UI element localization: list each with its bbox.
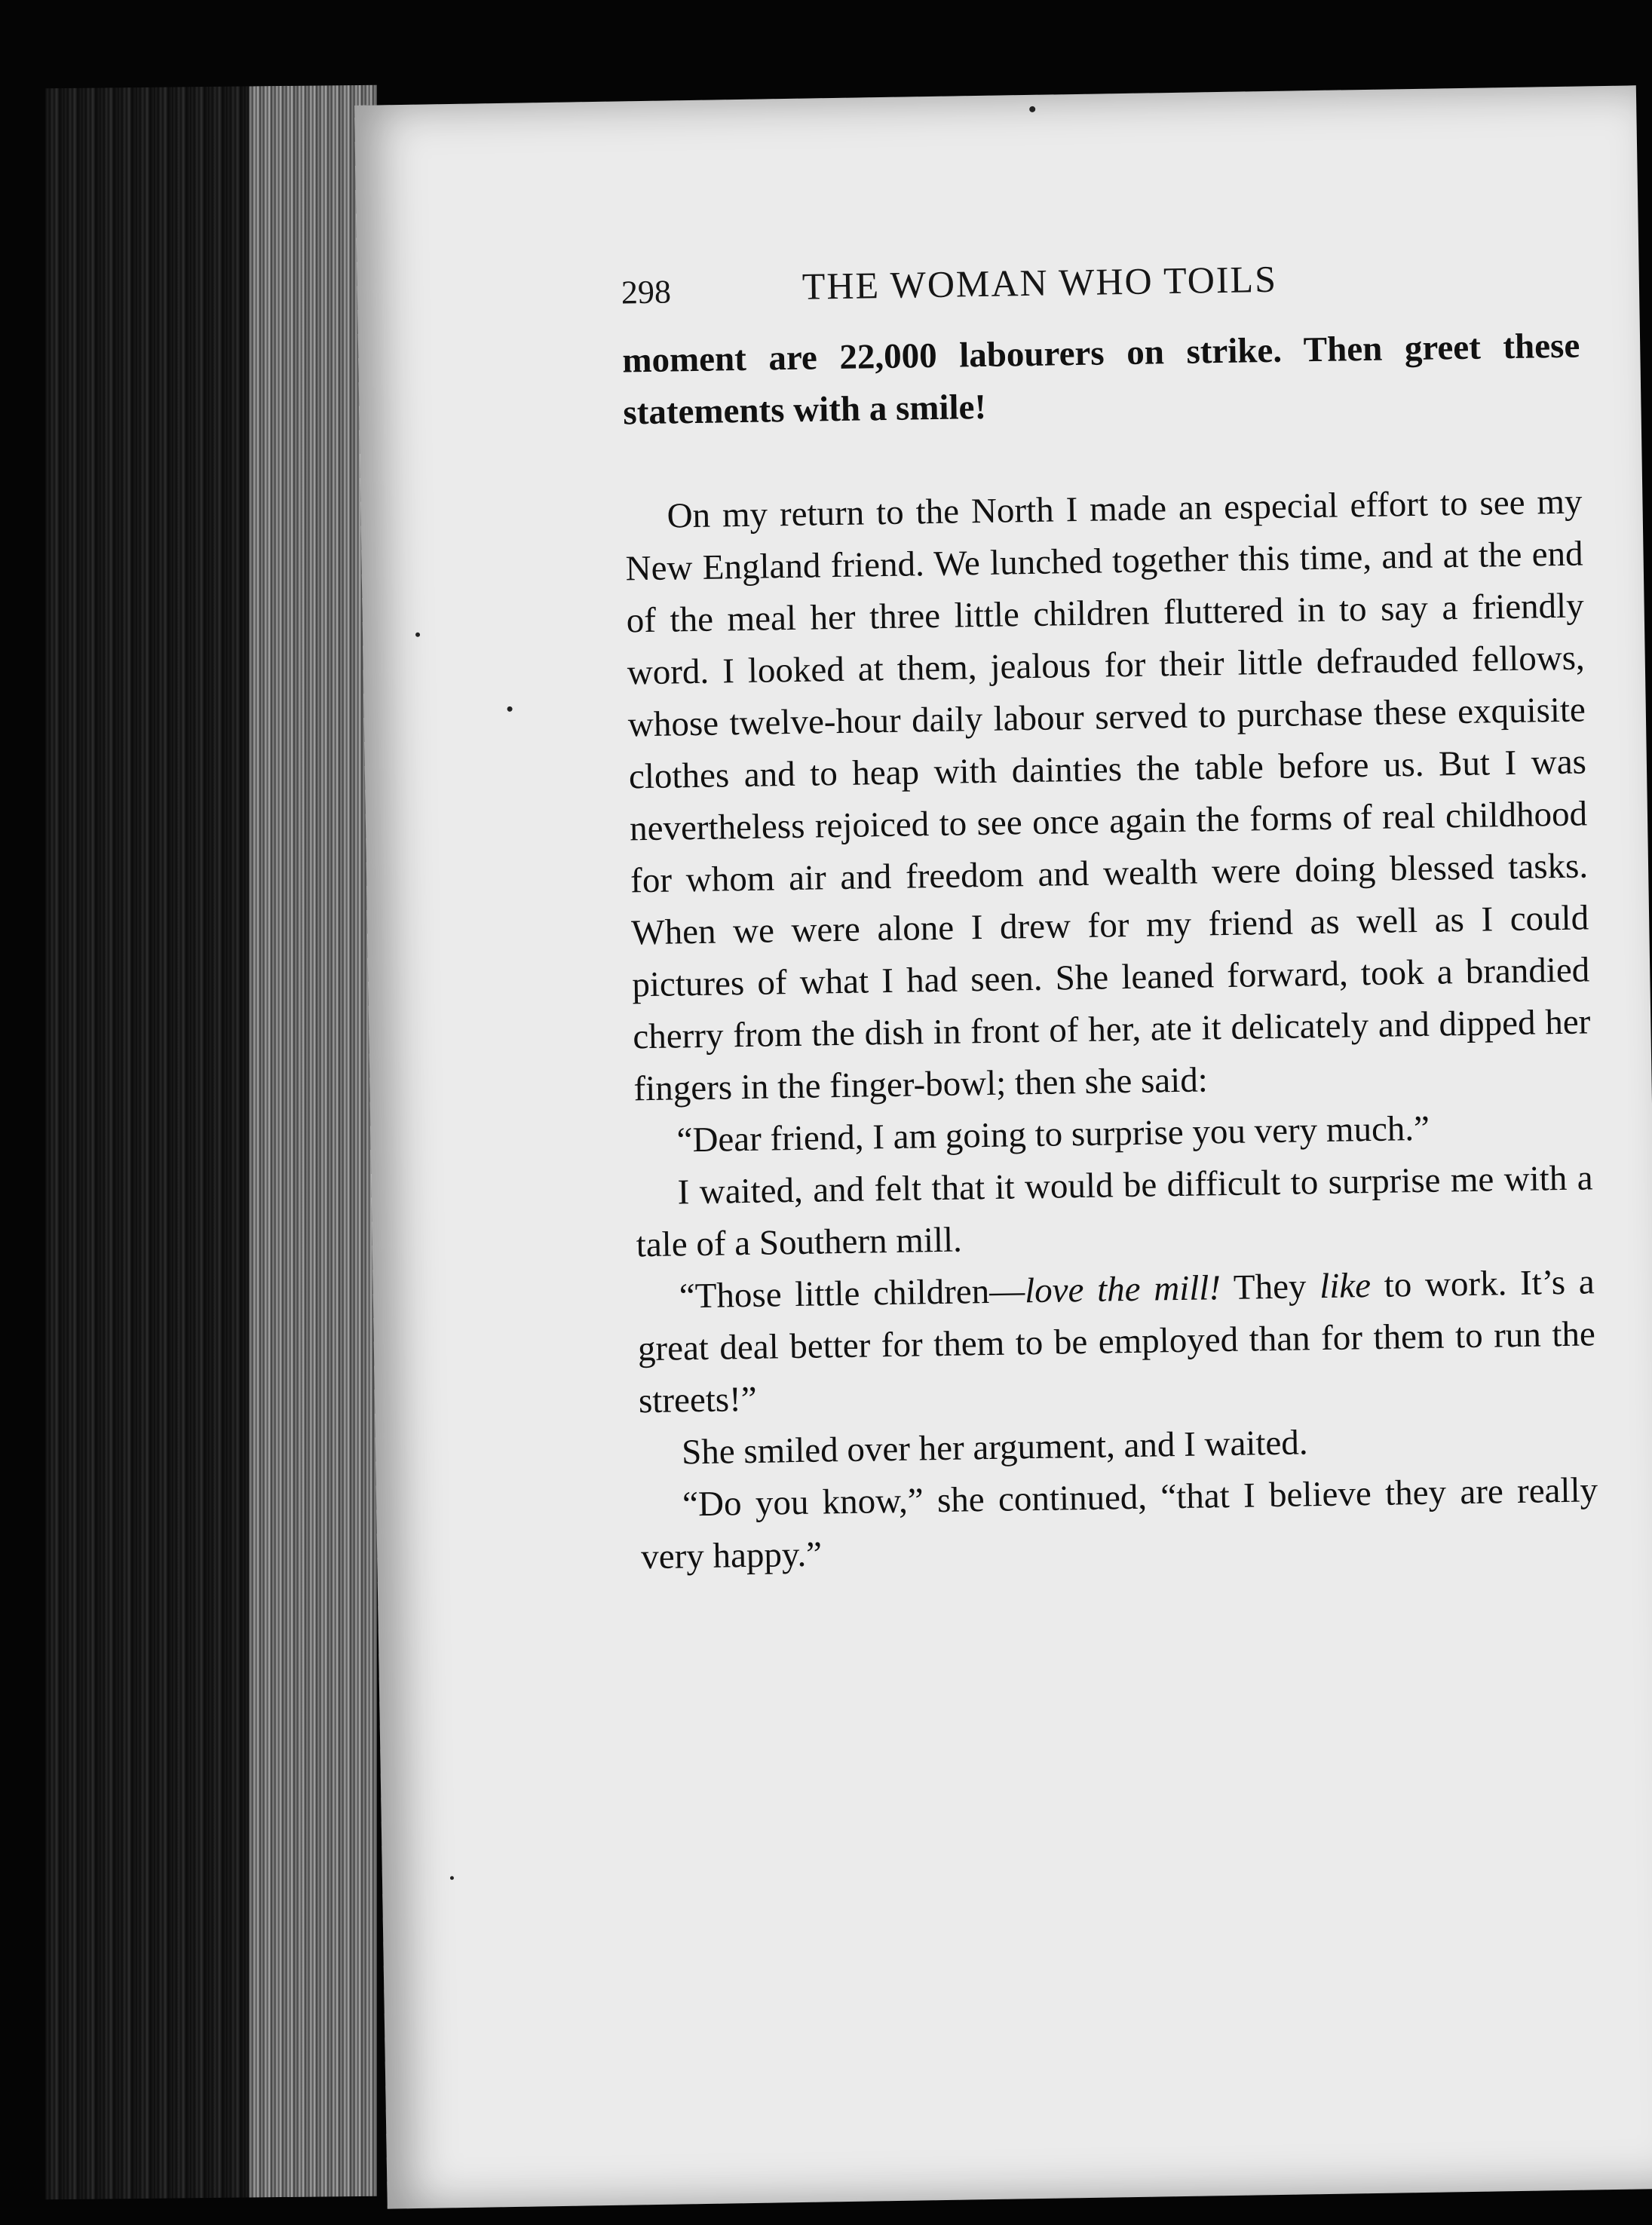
book-page: [354, 85, 1652, 2208]
running-title: THE WOMAN WHO TOILS: [801, 257, 1278, 308]
scan-speck: [1029, 106, 1035, 112]
page-number: 298: [621, 273, 672, 311]
quote-emphasis: love the mill!: [1024, 1268, 1221, 1311]
scan-speck: [450, 1876, 454, 1880]
body-text: [622, 320, 1599, 1584]
scan-speck: [507, 706, 513, 712]
quote-text: “Those little children—: [679, 1271, 1025, 1316]
quote-text: to work. It’s a great deal better for them to be employed than for them to run the streets!”: [637, 1262, 1596, 1421]
quote-emphasis: like: [1319, 1266, 1372, 1307]
quote-text: They: [1220, 1267, 1320, 1308]
paragraph: “Dear friend, I am going to surprise you very much.”: [676, 1108, 1430, 1160]
book-fore-edge: [45, 85, 377, 2200]
page-header: [621, 252, 1594, 320]
paragraph: I waited, and felt that it would be difficult to surprise me with a tale of a Southern mill.: [636, 1158, 1593, 1265]
paragraph: She smiled over her argument, and I waited.: [681, 1423, 1308, 1473]
paragraph-continuation: moment are 22,000 labourers on strike. Then greet these statements with a smile!: [621, 326, 1580, 433]
paragraph: “Do you know,” she continued, “that I believe they are really very happy.”: [640, 1470, 1598, 1577]
scan-speck: [415, 633, 420, 637]
paragraph-quote: [636, 1256, 1596, 1427]
paragraph: On my return to the North I made an especial effort to see my New England friend. We lunched together this time, and at the end of the meal her three little children fluttered in to say a friendly word. I looked at them, jealous for their little defrauded fellows, whose twelve-hour daily labour served to purchase these exquisite clothes and to heap with dainties the table before us. But I was nevertheless rejoiced to see once again the forms of real childhood for whom air and freedom and wealth were doing blessed tasks. When we were alone I drew for my friend as well as I could pictures of what I had seen. She leaned forward, took a brandied cherry from the dish in front of her, ate it delicately and dipped her fingers in the finger-bowl; then she said:: [625, 482, 1591, 1109]
